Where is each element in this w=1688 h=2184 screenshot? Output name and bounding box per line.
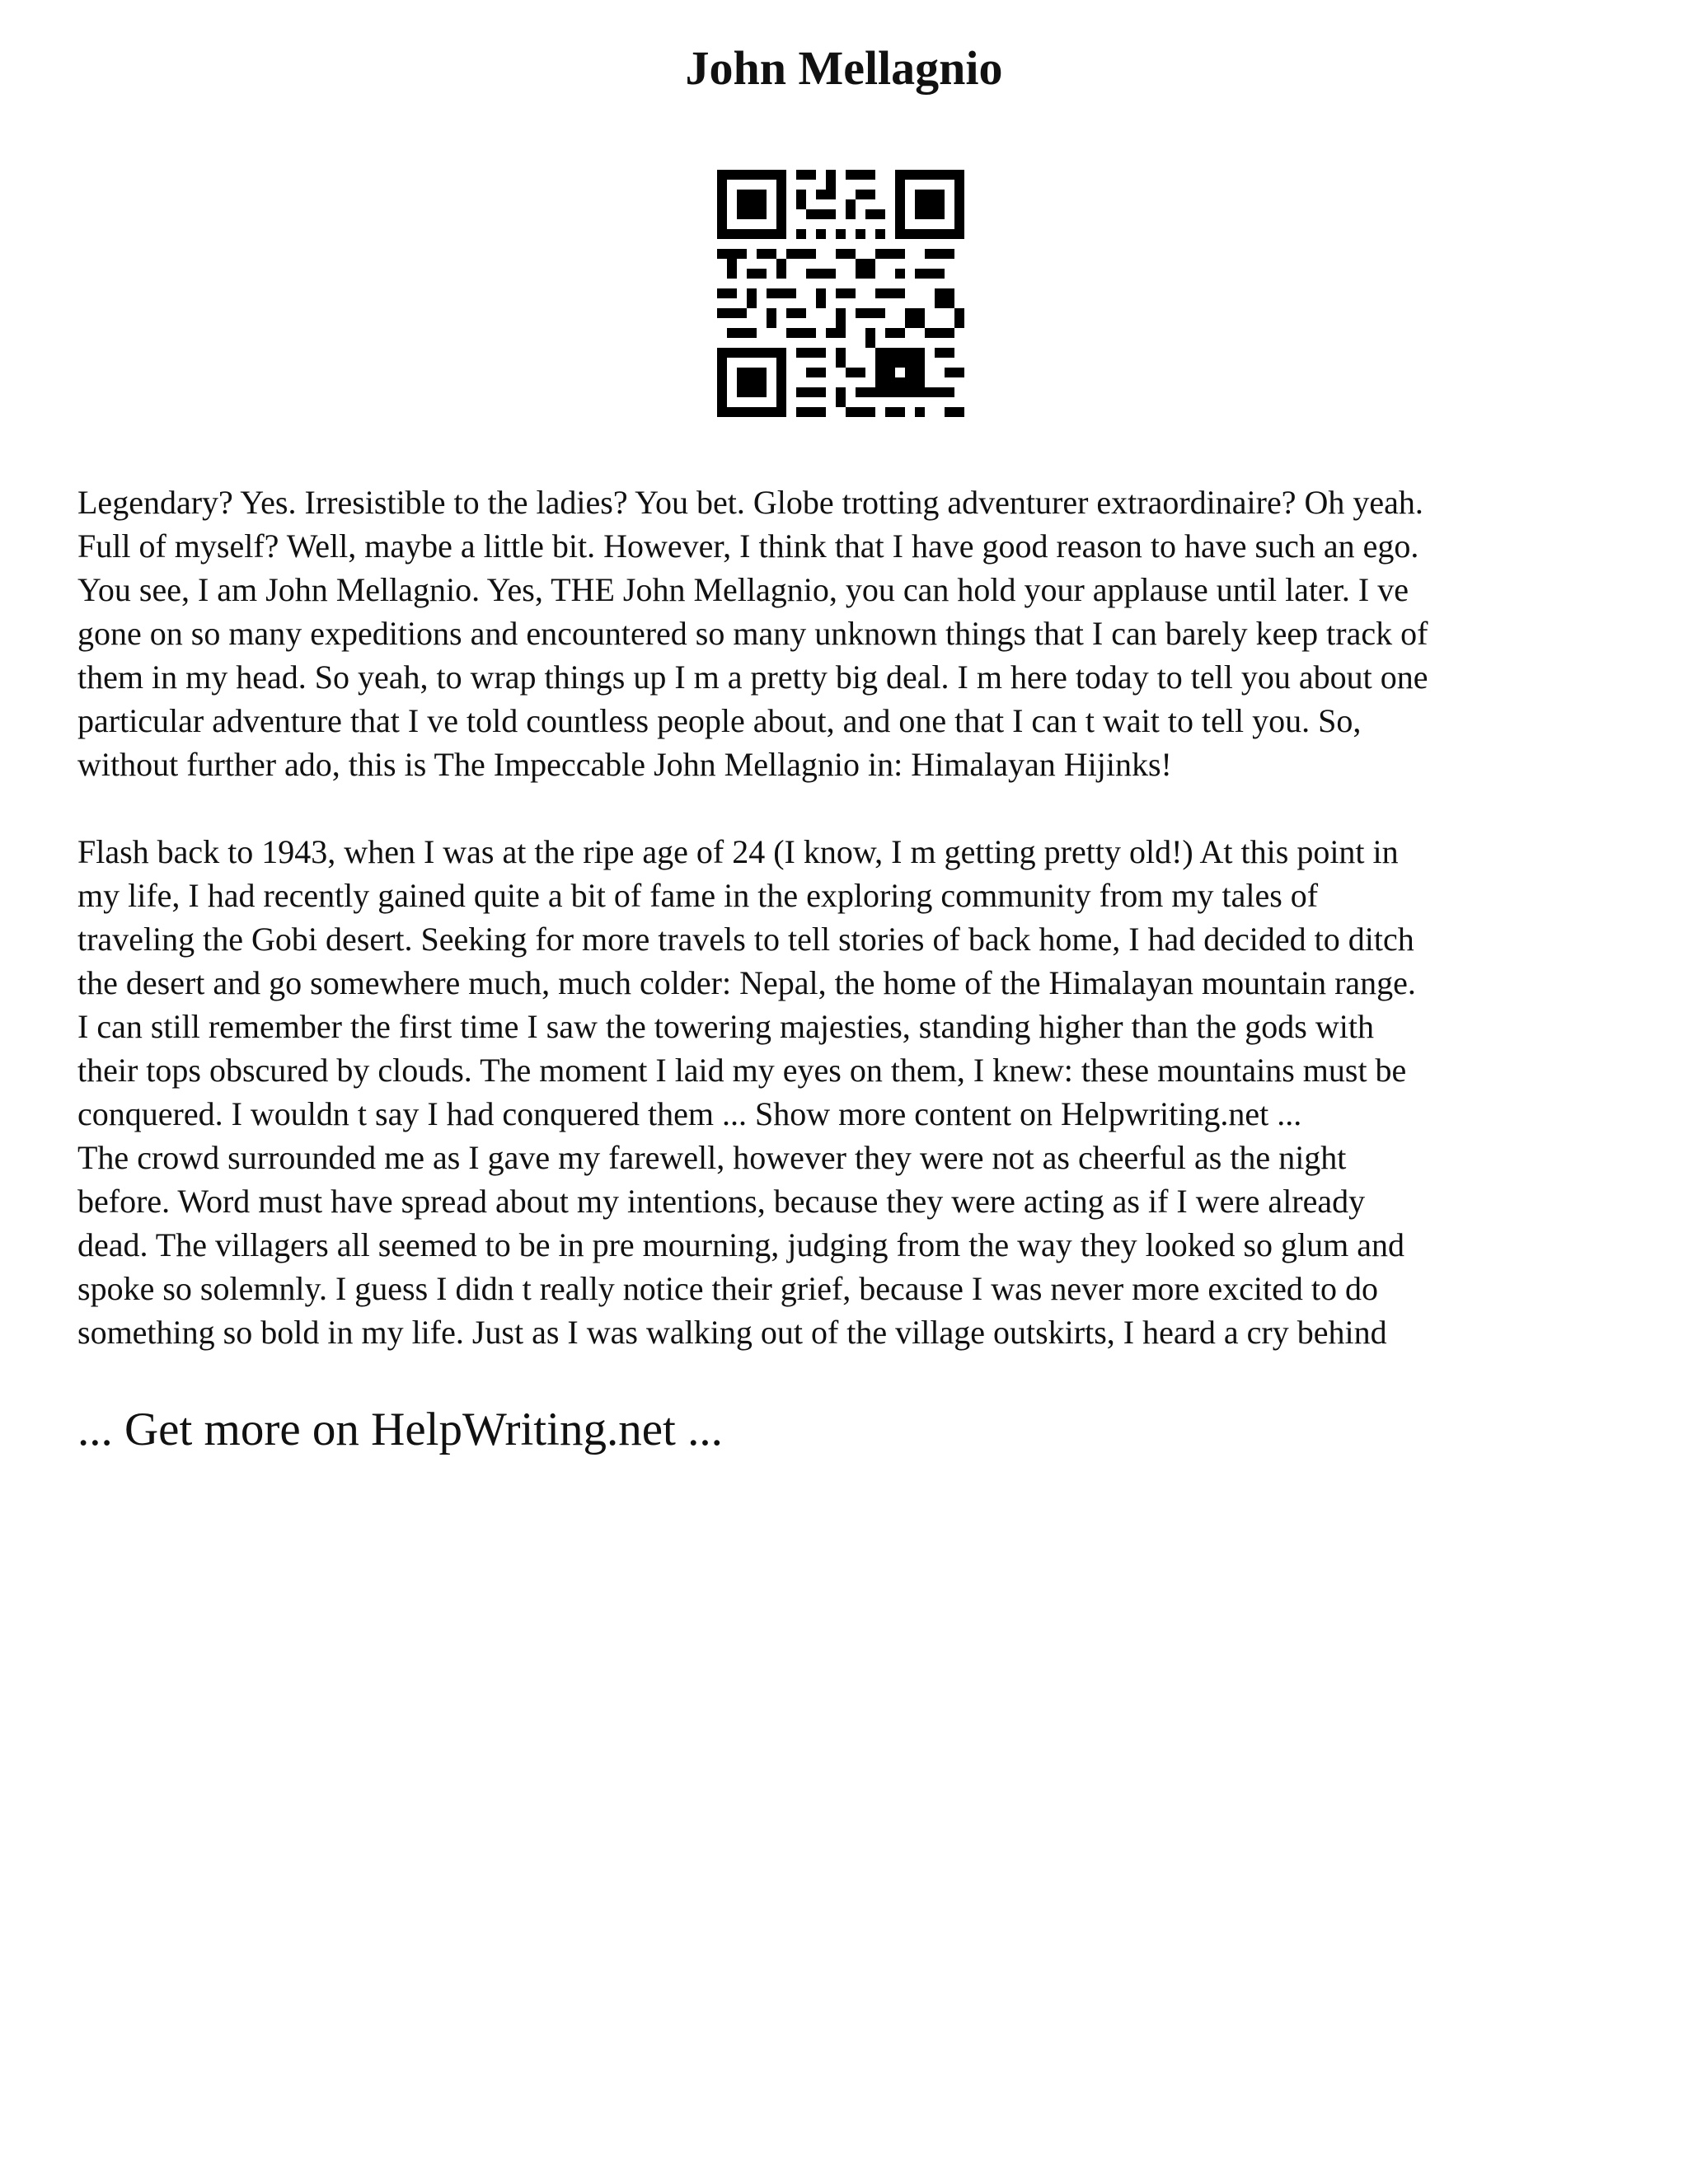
paragraph-1 bbox=[77, 480, 1627, 786]
text-line: conquered. I wouldn t say I had conquered them ... Show more content on Helpwriting.net ... bbox=[77, 1095, 1302, 1132]
text-line: gone on so many expeditions and encountered so many unknown things that I can barely keep track of bbox=[77, 615, 1428, 652]
text-line: Full of myself? Well, maybe a little bit. However, I think that I have good reason to have such an ego. bbox=[77, 527, 1419, 565]
text-line: Flash back to 1943, when I was at the ripe age of 24 (I know, I m getting pretty old!) At this point in bbox=[77, 833, 1399, 870]
qr-code-icon bbox=[717, 170, 964, 417]
text-line: my life, I had recently gained quite a bit of fame in the exploring community from my tales of bbox=[77, 877, 1319, 914]
article-body bbox=[77, 480, 1627, 1354]
text-line: them in my head. So yeah, to wrap things up I m a pretty big deal. I m here today to tell you about one bbox=[77, 658, 1428, 696]
text-line: traveling the Gobi desert. Seeking for more travels to tell stories of back home, I had decided to ditch bbox=[77, 921, 1414, 958]
document-title: John Mellagnio bbox=[685, 41, 1003, 95]
text-line: You see, I am John Mellagnio. Yes, THE John Mellagnio, you can hold your applause until later. I ve bbox=[77, 571, 1409, 608]
text-line: something so bold in my life. Just as I was walking out of the village outskirts, I heard a cry behind bbox=[77, 1314, 1387, 1351]
paragraph-gap bbox=[77, 786, 1627, 830]
qr-code-graphic bbox=[717, 170, 964, 417]
text-line: The crowd surrounded me as I gave my farewell, however they were not as cheerful as the night bbox=[77, 1139, 1347, 1176]
text-line: their tops obscured by clouds. The moment I laid my eyes on them, I knew: these mountains must be bbox=[77, 1052, 1407, 1089]
text-line: dead. The villagers all seemed to be in pre mourning, judging from the way they looked so glum and bbox=[77, 1226, 1404, 1263]
text-line: without further ado, this is The Impeccable John Mellagnio in: Himalayan Hijinks! bbox=[77, 746, 1172, 783]
text-line: I can still remember the first time I saw the towering majesties, standing higher than the gods with bbox=[77, 1008, 1374, 1045]
text-line: Legendary? Yes. Irresistible to the ladies? You bet. Globe trotting adventurer extraordinaire? Oh yeah. bbox=[77, 484, 1423, 521]
text-line: particular adventure that I ve told countless people about, and one that I can t wait to tell you. So, bbox=[77, 702, 1362, 739]
text-line: before. Word must have spread about my intentions, because they were acting as if I were already bbox=[77, 1183, 1366, 1220]
get-more-link[interactable]: ... Get more on HelpWriting.net ... bbox=[77, 1404, 723, 1455]
text-line: the desert and go somewhere much, much colder: Nepal, the home of the Himalayan mountain range. bbox=[77, 964, 1416, 1001]
text-line: spoke so solemnly. I guess I didn t really notice their grief, because I was never more excited to do bbox=[77, 1270, 1379, 1307]
paragraph-2 bbox=[77, 830, 1627, 1354]
